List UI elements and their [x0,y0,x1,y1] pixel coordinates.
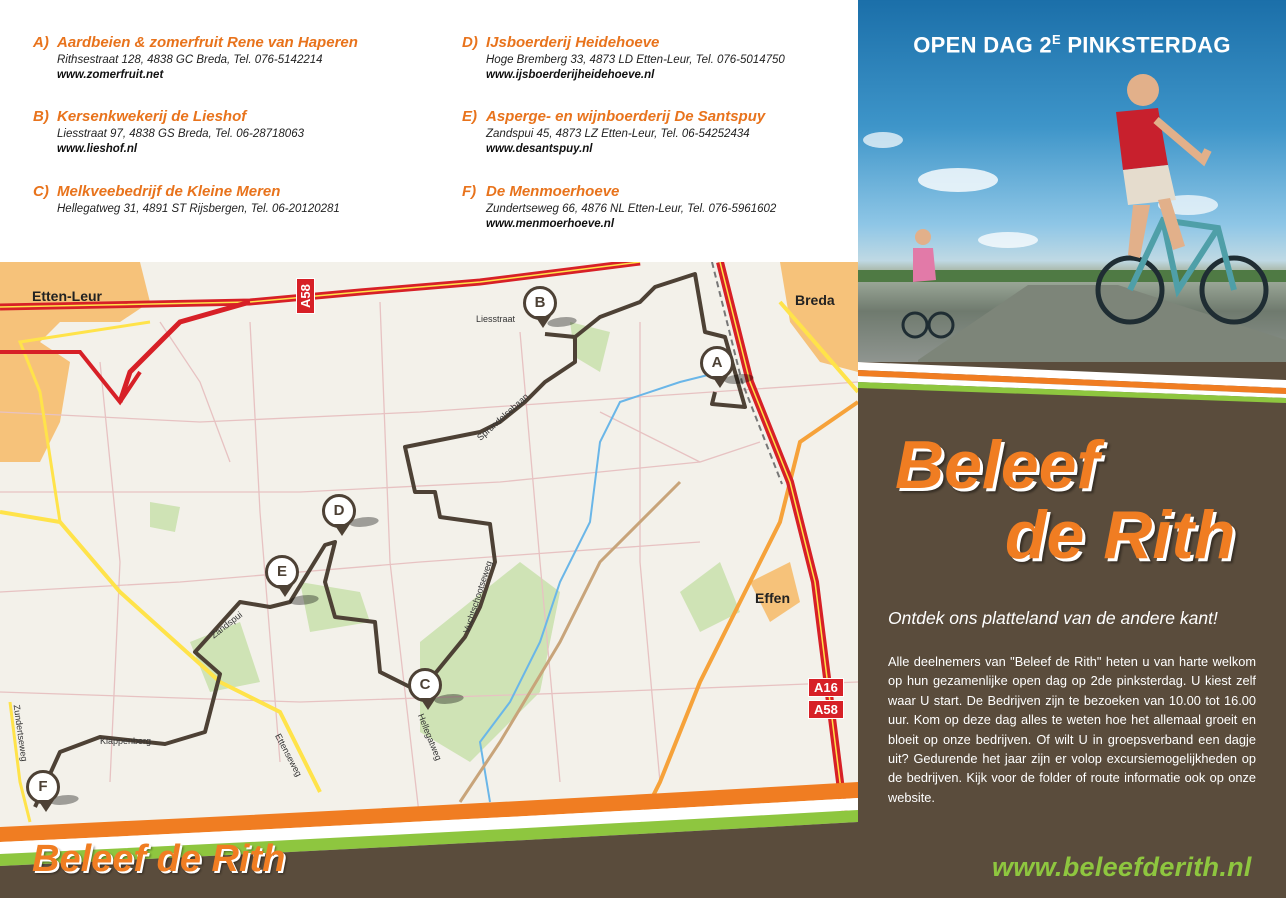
map-pin-e[interactable]: E [265,555,299,589]
town-etten-leur: Etten-Leur [32,288,102,304]
street-ettenseweg: Ettenseweg [273,731,304,779]
panel-title: Beleef de Rith [895,427,1236,573]
address-b-name: B) Kersenkwekerij de Lieshof [33,108,247,125]
map-pin-a[interactable]: A [700,346,734,380]
street-sprundelsebaan: Sprundelsebaan [475,391,531,443]
street-vuchtschootseweg: Vuchtschootseweg [461,559,494,635]
address-d-web[interactable]: www.ijsboerderijheidehoeve.nl [486,69,655,81]
road-badge-a16: A16 [808,678,844,697]
address-list [0,0,858,262]
address-f-street: Zundertseweg 66, 4876 NL Etten-Leur, Tel. 076-5961602 [486,203,777,215]
street-zandspui: Zandspui [208,609,245,641]
address-f [462,183,862,230]
map-pin-d[interactable]: D [322,494,356,528]
address-a [33,34,433,81]
address-a-name: A) Aardbeien & zomerfruit Rene van Haperen [33,34,358,51]
map-pin-c[interactable]: C [408,668,442,702]
town-effen: Effen [755,590,790,606]
band-title: Beleef de Rith [32,838,286,880]
panel-tagline: Ontdek ons platteland van de andere kant! [888,608,1218,628]
address-e [462,108,862,155]
address-b-web[interactable]: www.lieshof.nl [57,143,138,155]
street-liesstraat: Liesstraat [476,314,516,324]
address-f-web[interactable]: www.menmoerhoeve.nl [486,218,615,230]
address-e-name: E) Asperge- en wijnboerderij De Santspuy [462,108,766,125]
town-breda: Breda [795,292,835,308]
address-d-street: Hoge Bremberg 33, 4873 LD Etten-Leur, Tel. 076-5014750 [486,54,785,66]
road-badge-a58-top: A58 [296,278,315,314]
panel-body: Alle deelnemers van "Beleef de Rith" heten u van harte welkom op hun gezamenlijke open dag op 2de pinksterdag. U kiest zelf waar U start. De Bedrijven zijn te bezoeken van 10.00 tot 16.00 uur. Kom op deze dag alles te weten hoe het allemaal groeit en bloeit op onze bedrijven. Of wilt U in groepsverband een dagje uit? Gedurende het jaar zijn er volop excursiemogelijkheden op de bedrijven. Kijk voor de folder of route informatie ook op onze website. [888,654,1256,805]
address-d-name: D) IJsboerderij Heidehoeve [462,34,660,51]
address-a-web[interactable]: www.zomerfruit.net [57,69,164,81]
address-e-street: Zandspui 45, 4873 LZ Etten-Leur, Tel. 06-54252434 [486,128,750,140]
panel-stripes [858,360,1286,405]
road-badge-a58: A58 [808,700,844,719]
address-c [33,183,433,215]
street-klappenberg: Klappenberg [100,736,152,746]
street-hellegatweg: Hellegatweg [415,712,444,762]
photo-title: OPEN DAG $2^E$ PINKSTERDAG [913,32,1231,58]
address-b-street: Liesstraat 97, 4838 GS Breda, Tel. 06-28718063 [57,128,304,140]
address-b [33,108,433,155]
website-link[interactable]: www.beleefderith.nl [992,852,1252,882]
street-zundertseweg: Zundertseweg [11,704,30,762]
map-pin-f[interactable]: F [26,770,60,804]
address-a-street: Rithsestraat 128, 4838 GC Breda, Tel. 076-5142214 [57,54,323,66]
address-e-web[interactable]: www.desantspuy.nl [486,143,593,155]
address-d [462,34,862,81]
address-f-name: F) De Menmoerhoeve [462,183,620,200]
address-c-street: Hellegatweg 31, 4891 ST Rijsbergen, Tel. 06-20120281 [57,203,340,215]
route-map[interactable] [0,262,858,898]
cyclists-photo [858,0,1286,362]
address-c-name: C) Melkveebedrijf de Kleine Meren [33,183,281,200]
map-pin-b[interactable]: B [523,286,557,320]
